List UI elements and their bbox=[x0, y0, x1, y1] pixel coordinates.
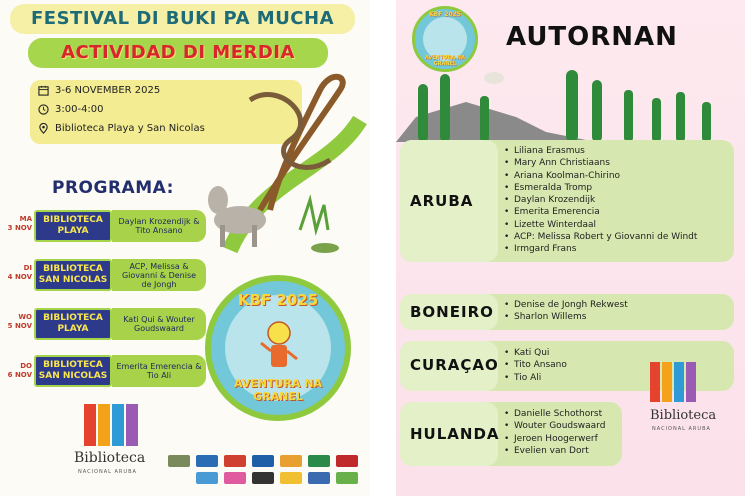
sponsor-logo bbox=[252, 472, 274, 484]
region-aruba bbox=[400, 140, 734, 262]
sponsor-logo bbox=[196, 455, 218, 467]
badge-slogan-text: AVENTURA NA GRANEL bbox=[234, 377, 322, 403]
animals-illustration bbox=[190, 60, 370, 270]
region-name: CURAÇAO bbox=[410, 356, 499, 374]
author-item: • Daylan Krozendijk bbox=[504, 194, 697, 206]
sponsor-logo bbox=[336, 472, 358, 484]
program-presenters: ACP, Melissa & Giovanni & Denise de Jongh bbox=[112, 259, 206, 291]
author-item: • Evelien van Dort bbox=[504, 445, 605, 457]
author-item: • Tio Ali bbox=[504, 372, 567, 384]
badge-year-text: KBF 2025 bbox=[428, 11, 462, 18]
badge-slogan-text: AVENTURA NA GRANEL bbox=[425, 55, 465, 67]
author-list bbox=[504, 408, 605, 457]
time-row bbox=[38, 104, 104, 115]
library-logo bbox=[650, 362, 696, 402]
program-venue: BIBLIOTECA SAN NICOLAS bbox=[34, 259, 112, 291]
region-name: ARUBA bbox=[410, 192, 474, 210]
program-day: MA 3 NOV bbox=[7, 215, 32, 232]
festival-title: FESTIVAL DI BUKI PA MUCHA bbox=[10, 4, 355, 34]
author-item: • Danielle Schothorst bbox=[504, 408, 605, 420]
program-venue: BIBLIOTECA PLAYA bbox=[34, 210, 112, 242]
program-venue: BIBLIOTECA PLAYA bbox=[34, 308, 112, 340]
sponsor-logo bbox=[308, 455, 330, 467]
author-item: • Jeroen Hoogerwerf bbox=[504, 433, 605, 445]
location-row bbox=[38, 123, 205, 134]
program-venue: BIBLIOTECA SAN NICOLAS bbox=[34, 355, 112, 387]
sponsor-logo bbox=[280, 455, 302, 467]
cactus-scene-illustration bbox=[396, 62, 745, 142]
author-item: • Esmeralda Tromp bbox=[504, 182, 697, 194]
author-item: • Wouter Goudswaard bbox=[504, 420, 605, 432]
event-time: 3:00-4:00 bbox=[55, 104, 104, 115]
author-item: • ACP: Melissa Robert y Giovanni de Windt bbox=[504, 231, 697, 243]
author-item: • Ariana Koolman-Chirino bbox=[504, 170, 697, 182]
region-hulanda bbox=[400, 402, 622, 466]
left-poster bbox=[0, 0, 370, 496]
author-item: • Liliana Erasmus bbox=[504, 145, 697, 157]
sponsor-logo bbox=[252, 455, 274, 467]
library-subtitle: NACIONAL ARUBA bbox=[78, 469, 137, 475]
author-item: • Tito Ansano bbox=[504, 359, 567, 371]
kbf-badge bbox=[205, 275, 351, 421]
author-item: • Lizette Winterdaal bbox=[504, 219, 697, 231]
program-presenters: Kati Qui & Wouter Goudswaard bbox=[112, 308, 206, 340]
author-list bbox=[504, 299, 628, 324]
program-presenters: Emerita Emerencia & Tio Ali bbox=[112, 355, 206, 387]
event-location: Biblioteca Playa y San Nicolas bbox=[55, 123, 205, 134]
region-boneiro bbox=[400, 294, 734, 330]
program-presenters: Daylan Krozendijk & Tito Ansano bbox=[112, 210, 206, 242]
region-name: BONEIRO bbox=[410, 303, 494, 321]
program-day: DI 4 NOV bbox=[7, 264, 32, 281]
sponsor-logo bbox=[168, 455, 190, 467]
sponsor-logo bbox=[308, 472, 330, 484]
region-name: HULANDA bbox=[410, 425, 500, 443]
date-row bbox=[38, 85, 160, 96]
author-item: • Emerita Emerencia bbox=[504, 206, 697, 218]
bulb-character-icon bbox=[259, 319, 299, 375]
author-item: • Mary Ann Christiaans bbox=[504, 157, 697, 169]
program-day: DO 6 NOV bbox=[7, 362, 32, 379]
poster-divider bbox=[372, 0, 396, 496]
author-list bbox=[504, 145, 697, 256]
author-item: • Denise de Jongh Rekwest bbox=[504, 299, 628, 311]
clock-icon bbox=[38, 104, 49, 115]
sponsor-logo bbox=[224, 455, 246, 467]
author-list bbox=[504, 347, 567, 384]
programa-heading: PROGRAMA: bbox=[52, 178, 174, 198]
calendar-icon bbox=[38, 85, 49, 96]
authors-title: AUTORNAN bbox=[506, 22, 678, 52]
author-item: • Kati Qui bbox=[504, 347, 567, 359]
event-date: 3-6 NOVEMBER 2025 bbox=[55, 85, 161, 96]
library-name: Biblioteca bbox=[650, 408, 717, 423]
author-item: • Irmgard Frans bbox=[504, 243, 697, 255]
sponsor-logo bbox=[196, 472, 218, 484]
sponsor-logo bbox=[224, 472, 246, 484]
right-poster bbox=[396, 0, 745, 496]
badge-year-text: KBF 2025 bbox=[237, 291, 319, 309]
activity-title: ACTIVIDAD DI MERDIA bbox=[28, 38, 328, 68]
location-pin-icon bbox=[38, 123, 49, 134]
sponsor-logo bbox=[280, 472, 302, 484]
program-day: WO 5 NOV bbox=[7, 313, 32, 330]
library-subtitle: NACIONAL ARUBA bbox=[652, 426, 711, 432]
author-item: • Sharlon Willems bbox=[504, 311, 628, 323]
sponsor-logo bbox=[336, 455, 358, 467]
library-name: Biblioteca bbox=[74, 450, 146, 466]
library-logo bbox=[84, 404, 138, 446]
